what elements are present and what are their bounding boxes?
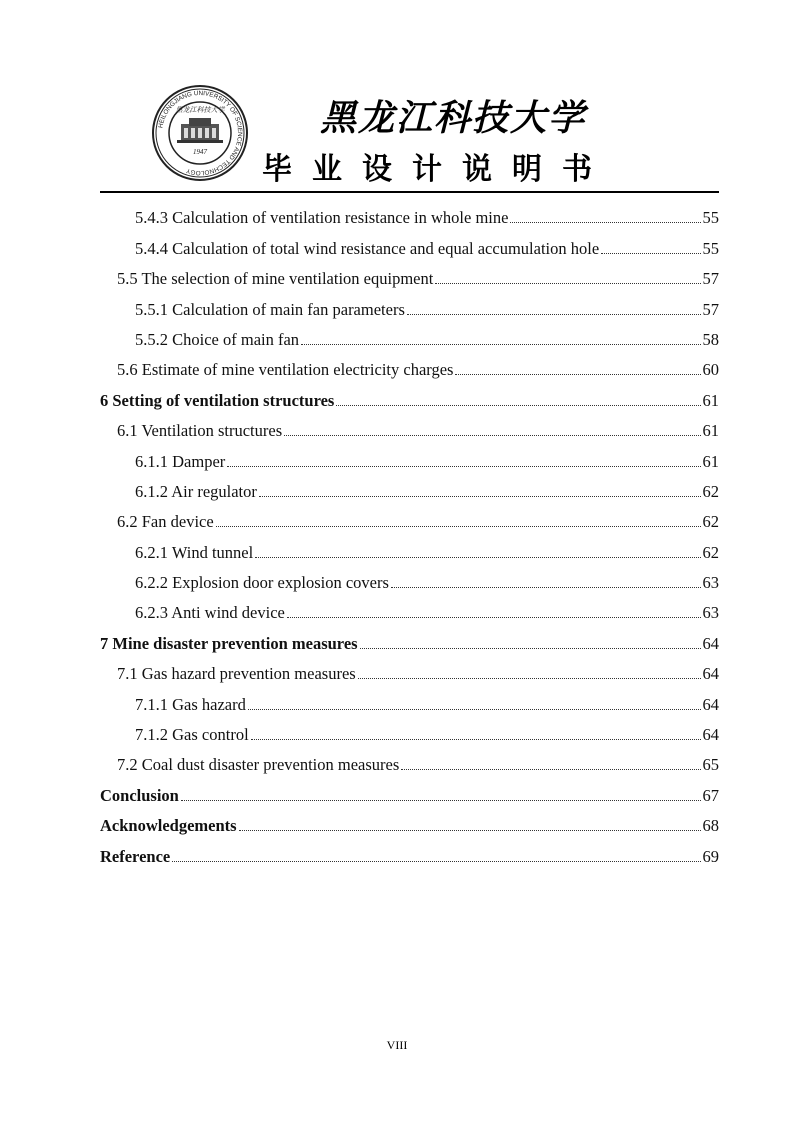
toc-entry-title: 7.1 Gas hazard prevention measures xyxy=(117,664,356,684)
seal-year: 1947 xyxy=(193,148,207,156)
toc-dot-leader xyxy=(455,374,700,375)
toc-dot-leader xyxy=(360,648,701,649)
toc-entry[interactable] xyxy=(100,502,719,532)
toc-entry-title: 7 Mine disaster prevention measures xyxy=(100,633,358,653)
toc-entry[interactable] xyxy=(100,472,719,502)
toc-dot-leader xyxy=(284,435,700,436)
toc-dot-leader xyxy=(255,557,700,558)
toc-dot-leader xyxy=(391,587,701,588)
toc-dot-leader xyxy=(358,678,701,679)
toc-entry-page: 55 xyxy=(702,238,719,258)
toc-entry[interactable] xyxy=(100,320,719,350)
toc-entry-title: Conclusion xyxy=(100,785,179,805)
toc-entry[interactable] xyxy=(100,806,719,836)
toc-entry-title: 6 Setting of ventilation structures xyxy=(100,390,335,410)
toc-dot-leader xyxy=(251,739,701,740)
toc-dot-leader xyxy=(407,314,701,315)
toc-dot-leader xyxy=(435,283,700,284)
toc-entry[interactable] xyxy=(100,623,719,653)
toc-entry-page: 69 xyxy=(702,846,719,866)
document-title: 毕业设计说明书 xyxy=(262,152,612,187)
toc-entry-title: 6.2.2 Explosion door explosion covers xyxy=(135,573,389,593)
toc-entry[interactable] xyxy=(100,593,719,623)
toc-dot-leader xyxy=(336,405,700,406)
toc-entry[interactable] xyxy=(100,563,719,593)
page-number: VIII xyxy=(386,1038,408,1052)
toc-entry[interactable] xyxy=(100,745,719,775)
toc-dot-leader xyxy=(227,466,700,467)
toc-entry-title: 5.5 The selection of mine ventilation equipment xyxy=(117,269,434,289)
toc-entry-title: Reference xyxy=(100,846,171,866)
toc-dot-leader xyxy=(287,617,701,618)
toc-entry-title: 6.1 Ventilation structures xyxy=(117,421,283,441)
toc-entry[interactable] xyxy=(100,532,719,562)
toc-dot-leader xyxy=(239,830,701,831)
toc-entry-page: 62 xyxy=(702,512,719,532)
toc-entry-title: 5.6 Estimate of mine ventilation electricity charges xyxy=(117,360,454,380)
toc-entry-page: 58 xyxy=(702,329,719,349)
header-divider xyxy=(100,191,719,193)
toc-entry-page: 65 xyxy=(702,755,719,775)
toc-entry-page: 55 xyxy=(702,208,719,228)
toc-dot-leader xyxy=(401,769,700,770)
toc-entry-page: 68 xyxy=(702,816,719,836)
toc-entry-title: 6.2.1 Wind tunnel xyxy=(135,542,254,562)
toc-entry[interactable] xyxy=(100,259,719,289)
toc-entry-page: 64 xyxy=(702,633,719,653)
toc-entry-title: 6.1.1 Damper xyxy=(135,451,226,471)
toc-entry-page: 64 xyxy=(702,725,719,745)
toc-entry[interactable] xyxy=(100,350,719,380)
toc-dot-leader xyxy=(301,344,700,345)
toc-dot-leader xyxy=(510,222,700,223)
toc-entry-page: 57 xyxy=(702,299,719,319)
toc-entry[interactable] xyxy=(100,289,719,319)
toc-dot-leader xyxy=(216,526,701,527)
toc-dot-leader xyxy=(259,496,701,497)
toc-entry[interactable] xyxy=(100,684,719,714)
toc-entry[interactable] xyxy=(100,441,719,471)
seal-ring-text: HEILONGJIANG UNIVERSITY OF SCIENCE AND TECHNOLOGY xyxy=(157,89,244,177)
toc-entry-title: 5.5.2 Choice of main fan xyxy=(135,329,300,349)
toc-entry-page: 60 xyxy=(702,360,719,380)
toc-entry[interactable] xyxy=(100,380,719,410)
toc-entry-title: 5.4.3 Calculation of ventilation resistance in whole mine xyxy=(135,208,509,228)
toc-dot-leader xyxy=(172,861,700,862)
toc-entry-page: 57 xyxy=(702,269,719,289)
toc-entry[interactable] xyxy=(100,836,719,866)
toc-entry[interactable] xyxy=(100,198,719,228)
toc-entry-title: 5.4.4 Calculation of total wind resistance and equal accumulation hole xyxy=(135,238,600,258)
toc-entry[interactable] xyxy=(100,228,719,258)
toc-entry-page: 63 xyxy=(702,573,719,593)
toc-entry-page: 62 xyxy=(702,481,719,501)
toc-entry[interactable] xyxy=(100,411,719,441)
toc-entry-title: 7.1.1 Gas hazard xyxy=(135,694,246,714)
toc-entry-title: 6.2.3 Anti wind device xyxy=(135,603,285,623)
toc-entry-page: 61 xyxy=(702,390,719,410)
toc-dot-leader xyxy=(248,709,701,710)
toc-entry-title: 7.1.2 Gas control xyxy=(135,725,249,745)
toc-entry-title: 6.2 Fan device xyxy=(117,512,214,532)
toc-dot-leader xyxy=(181,800,701,801)
toc-entry-title: 7.2 Coal dust disaster prevention measures xyxy=(117,755,400,775)
toc-entry-page: 61 xyxy=(702,451,719,471)
toc-entry[interactable] xyxy=(100,715,719,745)
toc-entry-page: 67 xyxy=(702,785,719,805)
toc-entry-title: 5.5.1 Calculation of main fan parameters xyxy=(135,299,405,319)
university-name: 黑龙江科技大学 xyxy=(320,97,587,139)
university-seal-logo xyxy=(151,84,249,182)
seal-top-text: 黑龙江科技大学 xyxy=(175,106,225,114)
toc-dot-leader xyxy=(601,253,700,254)
toc-entry[interactable] xyxy=(100,654,719,684)
toc-entry-page: 64 xyxy=(702,694,719,714)
toc-entry[interactable] xyxy=(100,775,719,805)
table-of-contents xyxy=(100,198,719,867)
toc-entry-page: 61 xyxy=(702,421,719,441)
toc-entry-title: 6.1.2 Air regulator xyxy=(135,481,257,501)
toc-entry-page: 62 xyxy=(702,542,719,562)
toc-entry-page: 63 xyxy=(702,603,719,623)
toc-entry-title: Acknowledgements xyxy=(100,816,237,836)
toc-entry-page: 64 xyxy=(702,664,719,684)
